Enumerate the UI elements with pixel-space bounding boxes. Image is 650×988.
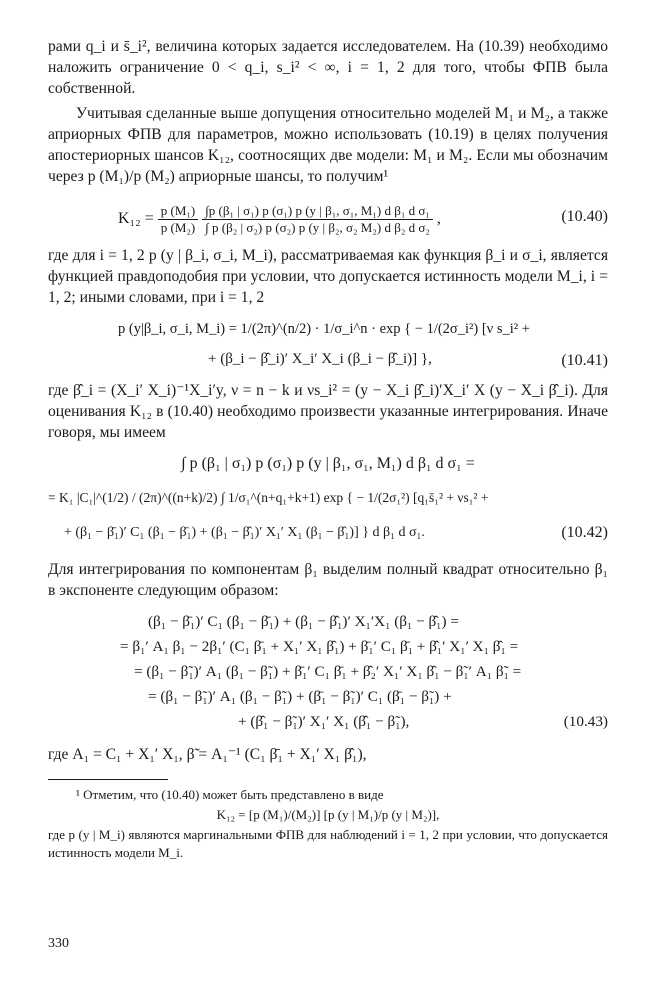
eq-10-41-line-1: p (y|β_i, σ_i, M_i) = 1/(2π)^(n/2) · 1/σ_i^n · exp { − 1/(2σ_i²) [ν s_i² + [118,321,530,337]
eq-10-40-lhs: K₁₂ = [118,210,154,228]
eq-10-43-line-2: = β₁′ A₁ β₁ − 2β₁′ (C₁ β̄₁ + X₁′ X₁ β̂₁) + β̄₁′ C₁ β̄₁ + β̂₁′ X₁′ X₁ β̂₁ = [120,638,519,655]
footnote-rule [48,779,168,780]
paragraph-5: Для интегрирования по компонентам β₁ выделим полный квадрат относительно β₁ в экспоненте следующим образом: [48,561,608,599]
page-number: 330 [48,936,69,951]
eq-10-41-line-2: + (β_i − β̂_i)′ X_i′ X_i (β_i − β̂_i)] }, [208,351,432,367]
paragraph-4: где β̂_i = (X_i′ X_i)⁻¹X_i′y, ν = n − k и νs_i² = (y − X_i β̂_i)′X_i′ X (y − X_i β̂_i). Для оценивания K₁₂ в (10.40) необходимо произвести указанные интегрирования. Иначе говоря, мы имеем [48,382,608,441]
footnote-line-1: ¹ Отметим, что (10.40) может быть представлено в виде [76,787,384,802]
eq-10-43-line-4: = (β₁ − β̃₁)′ A₁ (β₁ − β̃₁) + (β̄₁ − β̃₁)′ C₁ (β̄₁ − β̃₁) + [148,688,452,705]
equation-10-41 [48,314,608,374]
eq-10-41-number: (10.41) [561,352,608,369]
footnote-formula: K₁₂ = [p (M₁)/(M₂)] [p (y | M₁)/p (y | M₂)], [216,807,440,822]
eq-10-43-line-1: (β₁ − β̄₁)′ C₁ (β₁ − β̄₁) + (β₁ − β̂₁)′ X₁′X₁ (β₁ − β̂₁) = [148,613,459,630]
eq-10-40-prior-num: p (M₁) [158,203,199,220]
eq-10-43-line-3: = (β₁ − β̃₁)′ A₁ (β₁ − β̃₁) + β̄₁′ C₁ β̄₁ + β̂₂′ X₁′ X₁ β̂₁ − β̃₁′ A₁ β̃₁ = [134,663,522,680]
eq-10-43-line-5: + (β̂₁ − β̃₁)′ X₁′ X₁ (β̂₁ − β̃₁), [238,713,410,730]
eq-10-40-prior-den: p (M₂) [160,220,196,235]
equation-10-40 [48,195,608,239]
eq-10-42-line-2: = K₁ |C₁|^(1/2) / (2π)^((n+k)/2) ∫ 1/σ₁^(n+q₁+k+1) exp { − 1/(2σ₁²) [q₁s̄₁² + νs₁² + [48,490,489,505]
eq-10-42-number: (10.42) [561,524,608,541]
equation-10-42 [48,449,608,549]
paragraph-3: где для i = 1, 2 p (y | β_i, σ_i, M_i), рассматриваемая как функция β_i и σ_i, является функцией правдоподобия при условии, что допускается истинность модели M_i, i = 1, 2; иными словами, при i = 1, 2 [48,247,608,306]
paragraph-2: Учитывая сделанные выше допущения относительно моделей M₁ и M₂, а также априорных ФПВ для параметров, можно использовать (10.19) в целях получения апостериорных шансов K₁₂, соотносящих две модели: M₁ и M₂. Если мы обозначим через p (M₁)/p (M₂) априорные шансы, то получим¹ [48,105,608,185]
paragraph-1: рами q_i и s̄_i², величина которых задается исследователем. На (10.39) необходимо наложить ограничение 0 < q_i, s_i² < ∞, i = 1, 2 для того, чтобы ФПВ была собственной. [48,38,608,97]
paragraph-6: где A₁ = C₁ + X₁′ X₁, β̃ = A₁⁻¹ (C₁ β̄₁ + X₁′ X₁ β̂₁), [48,746,367,763]
eq-10-42-line-3: + (β₁ − β̄₁)′ C₁ (β₁ − β̄₁) + (β₁ − β̂₁)′ X₁′ X₁ (β₁ − β̂₁)] } d β₁ d σ₁. [64,525,425,540]
equation-10-43 [48,609,608,734]
eq-10-40-tail: , [436,210,441,228]
eq-10-40-int-num: ∫p (β₁ | σ₁) p (σ₁) p (y | β₁, σ₁, M₁) d β₁ d σ₁ [202,203,433,220]
eq-10-40-prior-fraction [158,203,199,236]
eq-10-40-int-den: ∫ p (β₂ | σ₂) p (σ₂) p (y | β₂, σ₂ M₂) d β₂ d σ₂ [205,220,430,235]
eq-10-42-line-1: ∫ p (β₁ | σ₁) p (σ₁) p (y | β₁, σ₁, M₁) d β₁ d σ₁ = [181,455,475,472]
eq-10-40-integral-fraction [202,203,433,236]
eq-10-40-number: (10.40) [561,208,608,225]
eq-10-43-number: (10.43) [563,713,608,730]
page-body [48,36,608,862]
footnote-line-2: где p (y | M_i) являются маргинальными ФПВ для наблюдений i = 1, 2 при условии, что допускается истинность модели M_i. [48,827,608,860]
